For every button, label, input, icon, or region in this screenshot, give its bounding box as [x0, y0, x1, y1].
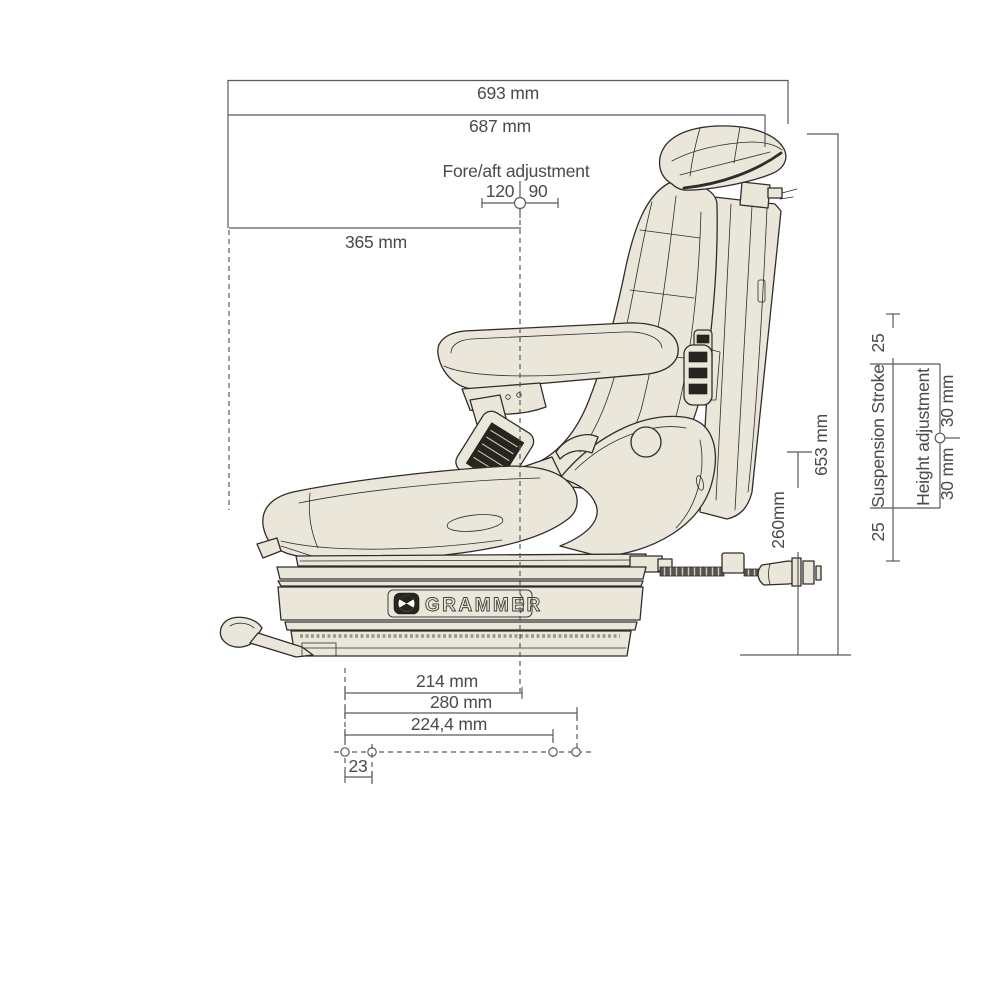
mounting-hole-row	[334, 744, 594, 784]
suspension-stroke-label: Suspension Stroke	[868, 364, 888, 508]
suspension-upper-value: 25	[868, 333, 888, 353]
dim-cushion-height-label: 260mm	[768, 491, 788, 549]
suspension-lower-value: 25	[868, 522, 888, 542]
height-adjustment-label: Height adjustment	[913, 368, 933, 506]
height-adjustment-marker	[935, 433, 945, 443]
fore-aft-label: Fore/aft adjustment	[442, 161, 590, 181]
grammer-trefoil-emblem	[394, 593, 419, 614]
headrest	[660, 126, 786, 190]
fore-aft-origin-marker	[515, 198, 526, 209]
dim-cushion-height	[768, 452, 812, 655]
dim-hole-offset-label: 23	[348, 756, 368, 776]
adjustment-rod	[660, 553, 821, 586]
height-adjustment-up-value: 30 mm	[937, 374, 957, 428]
dim-total-height-label: 653 mm	[811, 413, 831, 477]
fore-aft-back-value: 120	[485, 181, 515, 201]
dim-hole-offset	[345, 756, 372, 783]
grammer-wordmark: GRAMMER	[425, 595, 543, 616]
dim-rail-pitch-label: 214 mm	[415, 671, 479, 691]
dim-outer-width-label: 693 mm	[476, 83, 540, 103]
seat-cushion	[263, 466, 577, 560]
grammer-logo	[388, 590, 543, 617]
dim-mount-inner-label: 224,4 mm	[410, 714, 488, 734]
height-adjustment-down-value: 30 mm	[937, 447, 957, 501]
dim-mount-width-label: 280 mm	[429, 692, 493, 712]
dim-cushion-depth-label: 365 mm	[344, 232, 408, 252]
fore-aft-forward-value: 90	[528, 181, 548, 201]
headrest-bracket	[740, 182, 797, 208]
dim-inner-width-label: 687 mm	[468, 116, 532, 136]
dim-height-adjustment	[913, 364, 960, 508]
seat-shell	[556, 416, 715, 557]
